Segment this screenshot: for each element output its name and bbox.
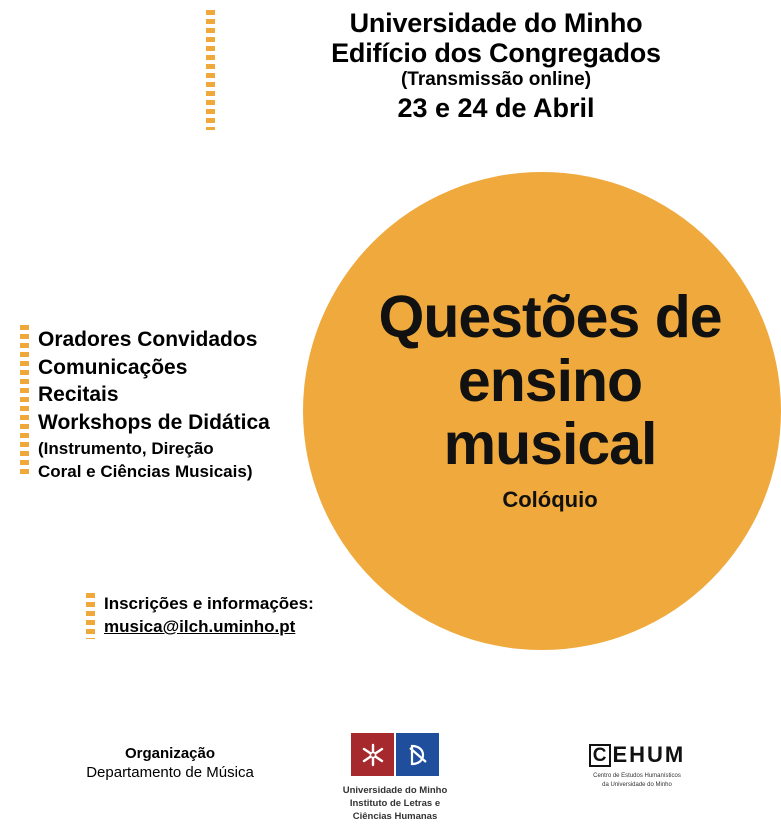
contact-label: Inscrições e informações: <box>104 594 314 613</box>
topic-item-1: Oradores Convidados <box>38 328 258 351</box>
event-header <box>226 8 766 123</box>
event-title-line-2: ensino <box>457 347 643 414</box>
uminho-caption-line-1: Universidade do Minho <box>342 785 448 796</box>
cehum-wordmark-c: C <box>589 744 612 767</box>
accent-rule-topics <box>20 325 29 477</box>
contact-email-link[interactable]: musica@ilch.uminho.pt <box>104 616 296 636</box>
event-dates: 23 e 24 de Abril <box>397 92 595 123</box>
uminho-logo <box>340 733 450 823</box>
topic-item-2: Comunicações <box>38 355 188 379</box>
cehum-caption-line-1: Centro de Estudos Humanísticos <box>593 773 681 779</box>
uminho-caption <box>340 785 450 823</box>
online-note: (Transmissão online) <box>400 69 592 91</box>
topic-item-3: Recitais <box>38 383 119 407</box>
cehum-wordmark <box>572 742 702 768</box>
organization-label: Organização <box>124 745 216 762</box>
cehum-logo <box>572 742 702 789</box>
cehum-caption <box>572 772 702 789</box>
accent-rule-contact <box>86 593 95 639</box>
cehum-caption-line-2: da Universidade do Minho <box>602 781 672 788</box>
uminho-caption-line-2: Instituto de Letras e Ciências Humanas <box>349 797 441 822</box>
event-title-block <box>330 286 770 513</box>
program-topics-list <box>38 326 318 482</box>
accent-rule-header <box>206 10 215 130</box>
contact-block <box>104 593 434 639</box>
organization-block <box>30 745 310 781</box>
event-title-line-3: musical <box>443 411 657 478</box>
event-subtitle: Colóquio <box>502 487 598 513</box>
uminho-red-mark-icon <box>351 733 394 776</box>
uminho-blue-mark-icon <box>396 733 439 776</box>
organization-name: Departamento de Música <box>86 764 254 781</box>
cehum-wordmark-rest: EHUM <box>612 742 686 767</box>
topic-detail-line-2: Coral e Ciências Musicais) <box>38 461 253 481</box>
topic-detail-line-1: (Instrumento, Direção <box>38 438 214 458</box>
topic-item-4: Workshops de Didática <box>38 411 270 435</box>
venue-university: Universidade do Minho <box>349 8 643 38</box>
event-title-line-1: Questões de <box>378 284 722 350</box>
uminho-logo-marks <box>340 733 450 776</box>
venue-building: Edifício dos Congregados <box>331 38 661 69</box>
